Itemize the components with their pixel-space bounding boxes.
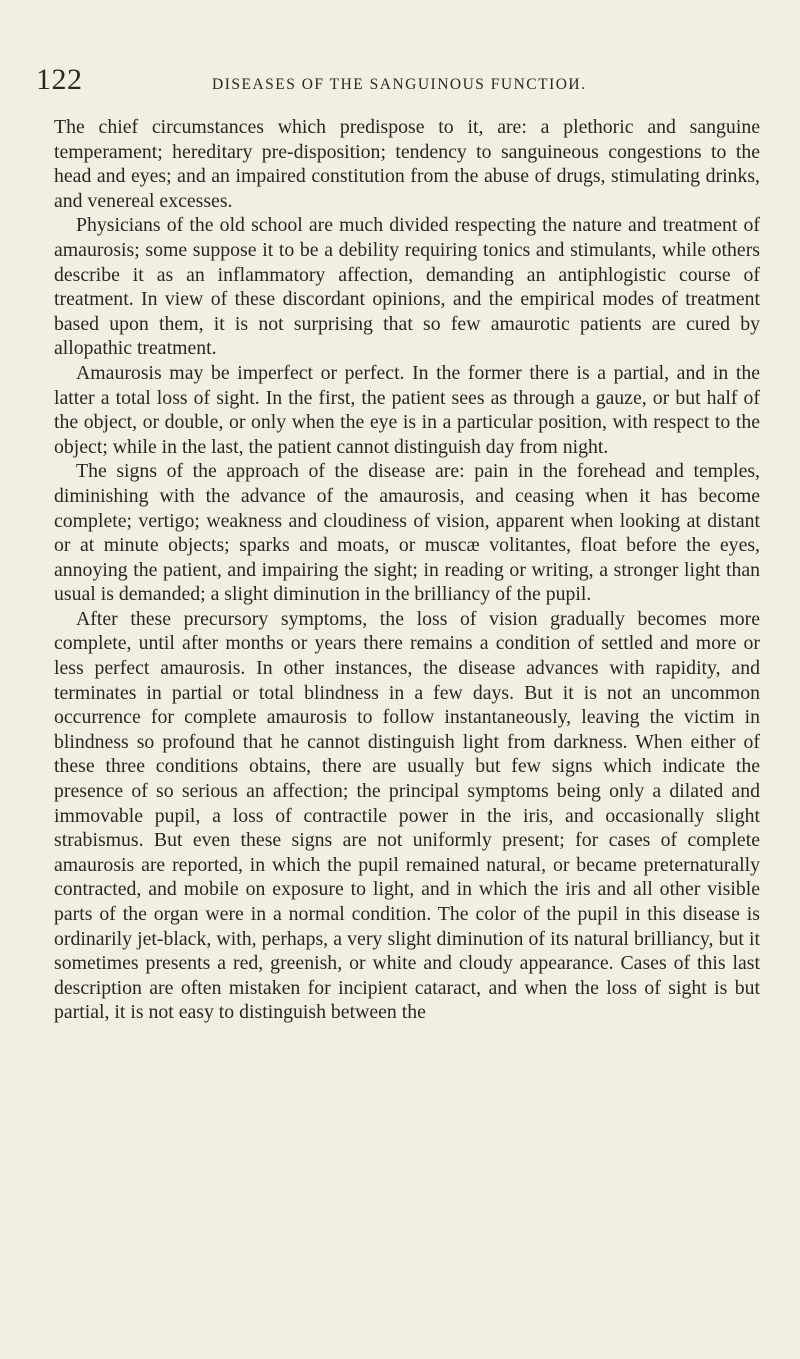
paragraph-old-school-opinions: Physicians of the old school are much divided respecting the nature and treatment of amaurosis; some suppose it to be a debility requiring tonics and stimulants, while others describe it as an inflammatory affection, demanding an antiphlogistic course of treatment. In view of these discordant opinions, and the empirical modes of treatment based upon them, it is not surprising that so few amaurotic patients are cured by allopathic treatment. [54, 214, 760, 360]
paragraph-predisposing-circumstances: The chief circumstances which predispose to it, are: a plethoric and sanguine temperament; hereditary pre-disposition; tendency to sanguineous congestions to the head and eyes; and an impaired constitution from the abuse of drugs, stimulating drinks, and venereal excesses. [54, 116, 760, 212]
body-text [54, 115, 760, 1025]
paragraph-signs-of-approach: The signs of the approach of the disease are: pain in the forehead and temples, diminishing with the advance of the amaurosis, and ceasing when it has become complete; vertigo; weakness and cloudiness of vision, apparent when looking at distant or at minute objects; sparks and moats, or muscæ volitantes, float before the eyes, annoying the patient, and impairing the sight; in reading or writing, a stronger light than usual is demanded; a slight diminution in the brilliancy of the pupil. [54, 460, 760, 606]
paragraph-imperfect-perfect: Amaurosis may be imperfect or perfect. In the former there is a partial, and in the latter a total loss of sight. In the first, the patient sees as through a gauze, or but half of the object, or double, or only when the eye is in a particular position, with respect to the object; while in the last, the patient cannot distinguish day from night. [54, 361, 760, 458]
paragraph-progression: After these precursory symptoms, the loss of vision gradually becomes more complete, until after months or years there remains a condition of settled and more or less perfect amaurosis. In other instances, the disease advances with rapidity, and terminates in partial or total blindness in a few days. But it is not an uncommon occurrence for complete amaurosis to follow instantaneously, leaving the victim in blindness so profound that he cannot distinguish light from darkness. When either of these three conditions obtains, there are usually but few signs which indicate the presence of so serious an affection; the principal symptoms being only a dilated and immovable pupil, a loss of contractile power in the iris, and occasionally slight strabismus. But even these signs are not uniformly present; for cases of complete amaurosis are reported, in which the pupil remained natural, or became preternaturally contracted, and mobile on exposure to light, and in which the iris and all other visible parts of the organ were in a normal condition. The color of the pupil in this disease is ordinarily jet-black, with, perhaps, a very slight diminution of its natural brilliancy, but it sometimes presents a red, greenish, or white and cloudy appearance. Cases of this last description are often mistaken for incipient cataract, and when the loss of sight is but partial, it is not easy to distinguish between the [54, 607, 760, 1024]
page-number: 122 [36, 63, 83, 96]
running-title: DISEASES OF THE SANGUINOUS FUNCTIOИ. [212, 76, 587, 93]
